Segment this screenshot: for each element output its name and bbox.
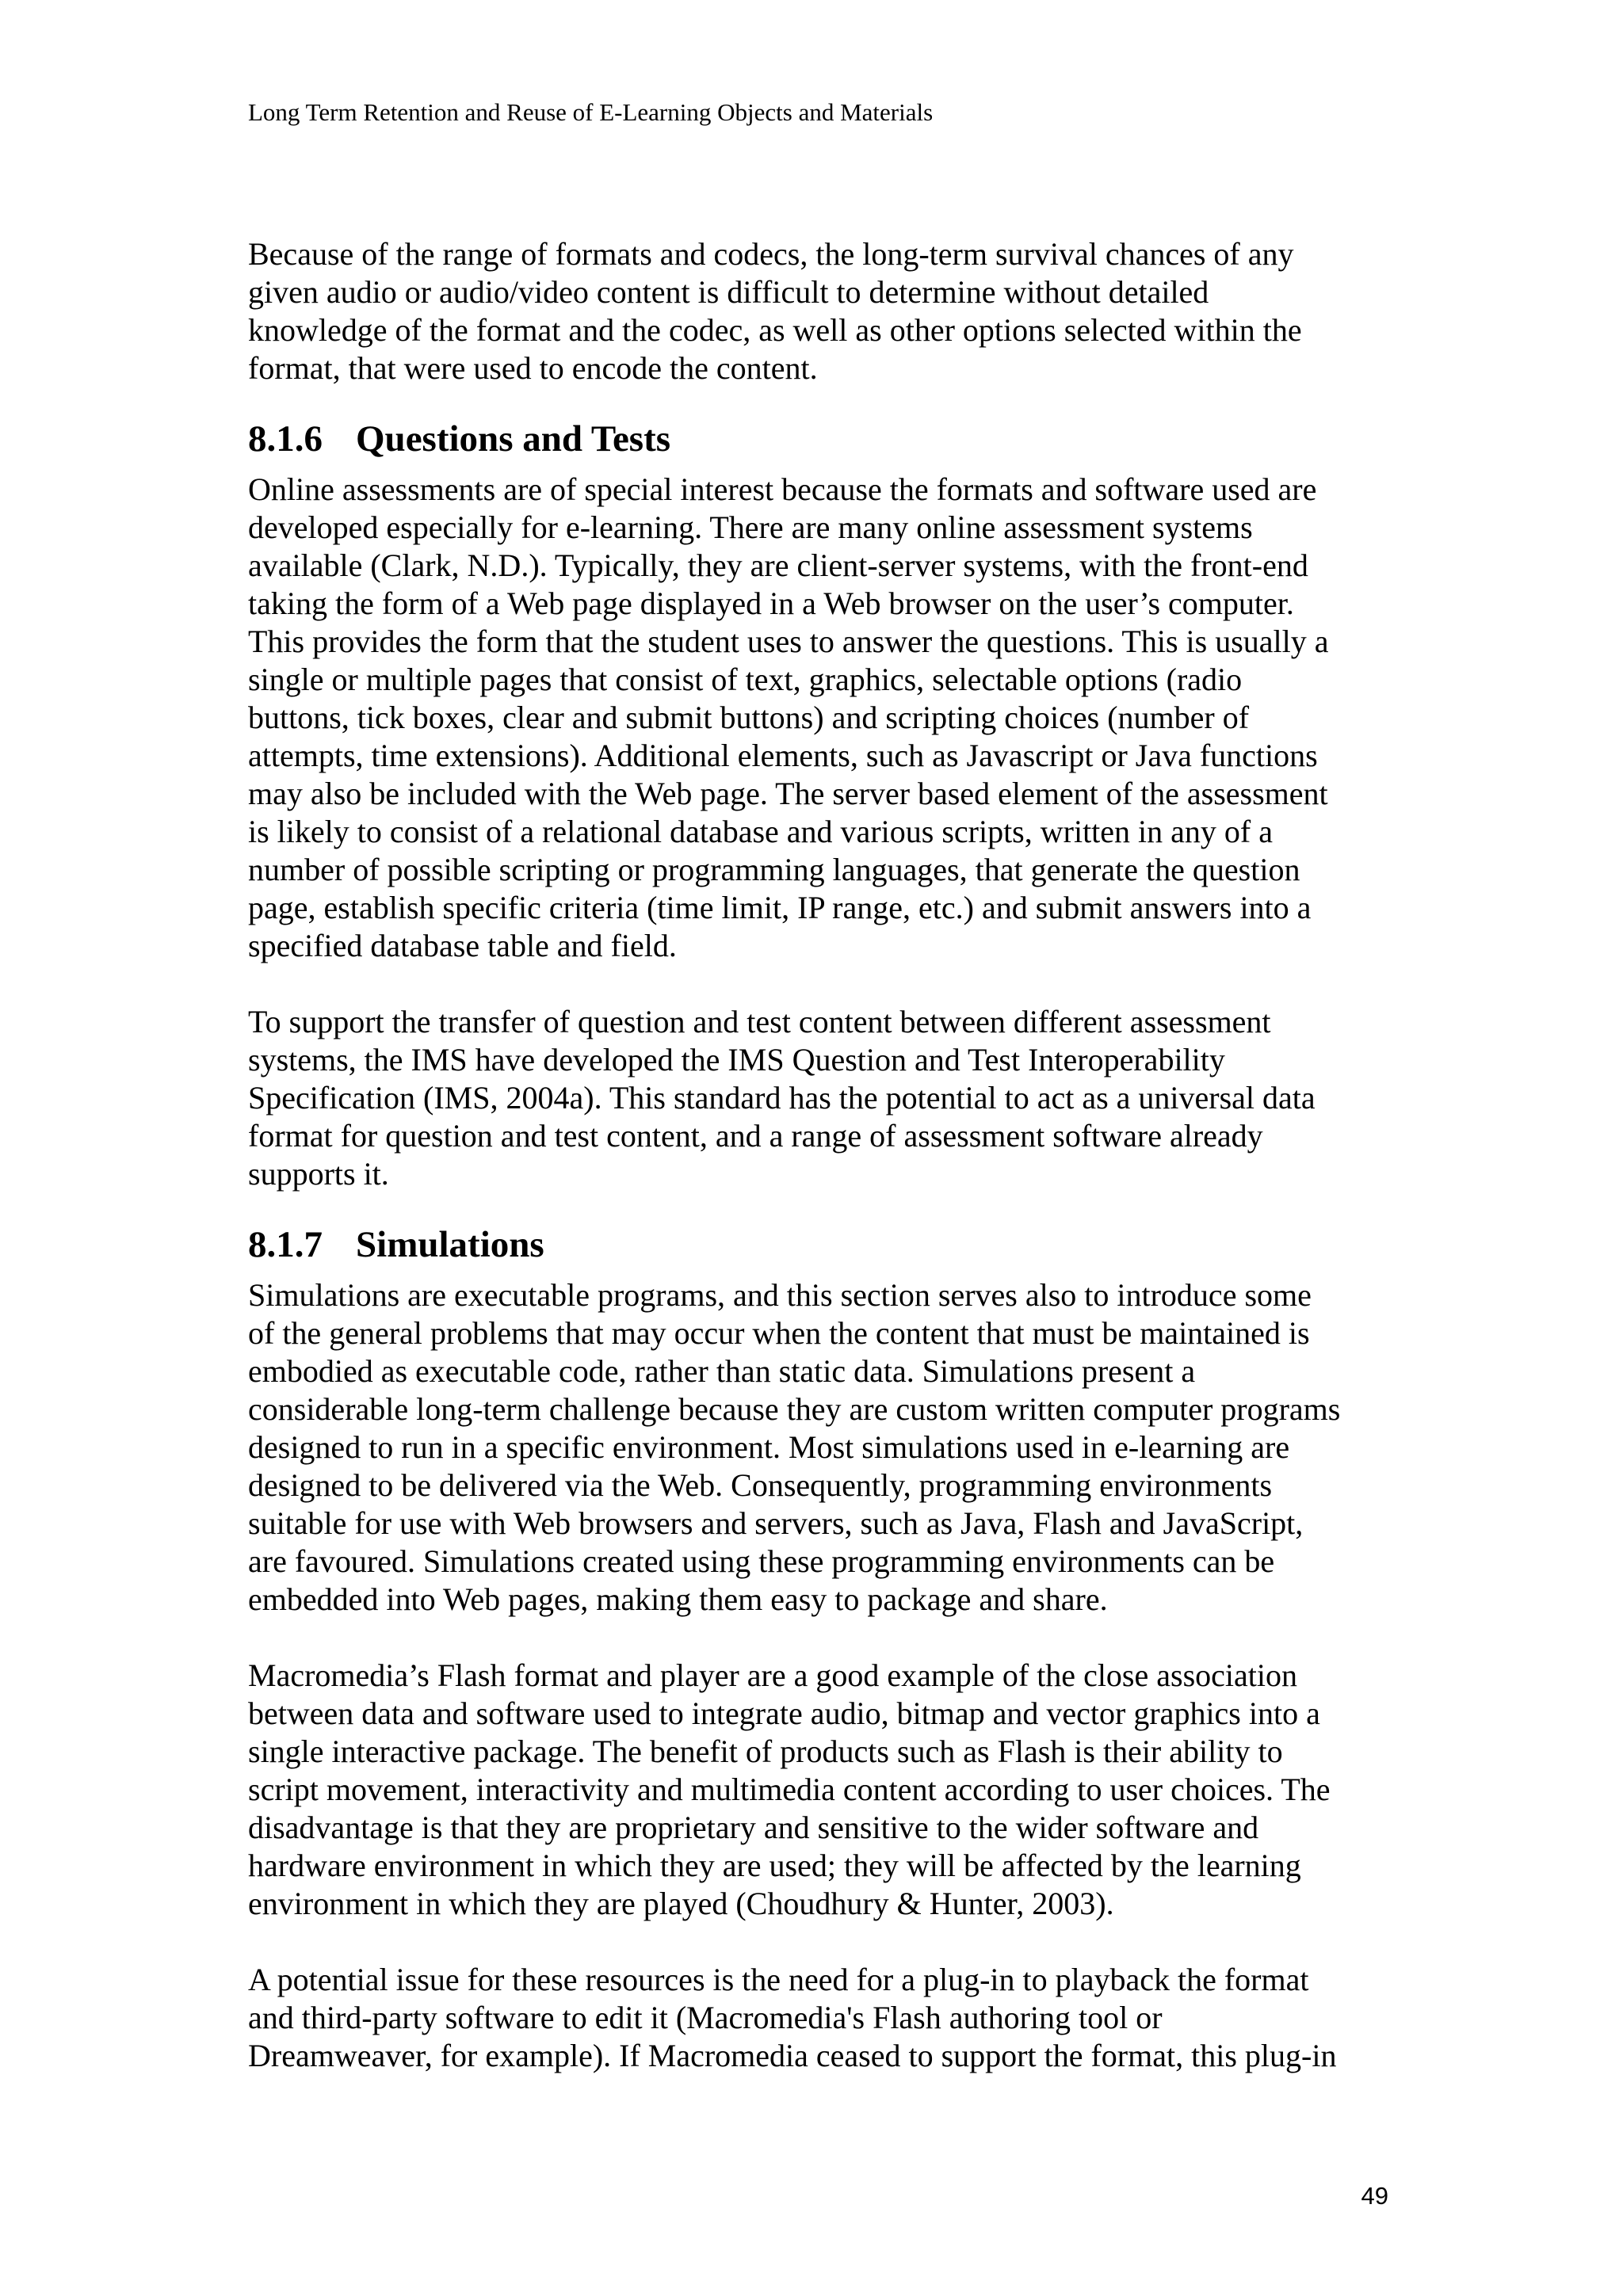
section-heading-questions-tests	[248, 417, 1389, 461]
text-line: specified database table and field.	[248, 928, 677, 963]
section-title: Questions and Tests	[356, 418, 671, 460]
spacer	[248, 1923, 1389, 1961]
text-line: embedded into Web pages, making them easy to package and share.	[248, 1581, 1108, 1617]
text-line: Simulations are executable programs, and this section serves also to introduce some	[248, 1277, 1312, 1313]
spacer	[248, 1193, 1389, 1222]
text-line: script movement, interactivity and multimedia content according to user choices. The	[248, 1772, 1331, 1807]
text-line: supports it.	[248, 1156, 389, 1192]
text-line: suitable for use with Web browsers and servers, such as Java, Flash and JavaScript,	[248, 1505, 1304, 1541]
text-line: buttons, tick boxes, clear and submit buttons) and scripting choices (number of	[248, 700, 1250, 735]
text-line: format, that were used to encode the content.	[248, 350, 818, 386]
text-line: environment in which they are played (Choudhury & Hunter, 2003).	[248, 1886, 1114, 1921]
text-line: knowledge of the format and the codec, as well as other options selected within the	[248, 312, 1302, 348]
text-line: available (Clark, N.D.). Typically, they are client-server systems, with the front-end	[248, 547, 1308, 583]
text-line: designed to run in a specific environment. Most simulations used in e-learning are	[248, 1429, 1290, 1465]
text-line: hardware environment in which they are used; they will be affected by the learning	[248, 1848, 1301, 1883]
paragraph-simulations-2	[248, 1657, 1389, 1923]
paragraph-intro	[248, 235, 1389, 387]
section-number: 8.1.7	[248, 1224, 323, 1265]
spacer	[248, 1619, 1389, 1657]
text-line: between data and software used to integrate audio, bitmap and vector graphics into a	[248, 1695, 1320, 1731]
text-line: Online assessments are of special interest because the formats and software used are	[248, 471, 1317, 507]
text-line: Macromedia’s Flash format and player are a good example of the close association	[248, 1657, 1297, 1693]
text-line: disadvantage is that they are proprietary and sensitive to the wider software and	[248, 1810, 1259, 1845]
text-line: To support the transfer of question and test content between different assessment	[248, 1004, 1271, 1039]
paragraph-questions-tests-2	[248, 1003, 1389, 1193]
running-header: Long Term Retention and Reuse of E-Learning Objects and Materials	[248, 98, 934, 126]
text-line: systems, the IMS have developed the IMS Question and Test Interoperability	[248, 1042, 1225, 1077]
text-line: Dreamweaver, for example). If Macromedia ceased to support the format, this plug-in	[248, 2038, 1337, 2073]
spacer	[248, 461, 1389, 471]
text-line: embodied as executable code, rather than static data. Simulations present a	[248, 1353, 1196, 1389]
text-line: are favoured. Simulations created using these programming environments can be	[248, 1543, 1275, 1579]
text-line: may also be included with the Web page. The server based element of the assessment	[248, 776, 1328, 811]
section-number: 8.1.6	[248, 418, 323, 460]
text-line: number of possible scripting or programming languages, that generate the question	[248, 852, 1300, 887]
text-line: single or multiple pages that consist of text, graphics, selectable options (radio	[248, 662, 1243, 697]
text-line: attempts, time extensions). Additional elements, such as Javascript or Java functions	[248, 738, 1318, 773]
text-line: A potential issue for these resources is the need for a plug-in to playback the format	[248, 1962, 1309, 1997]
section-heading-simulations	[248, 1222, 1389, 1267]
paragraph-simulations-3	[248, 1961, 1389, 2075]
text-line: single interactive package. The benefit of products such as Flash is their ability to	[248, 1733, 1283, 1769]
page-body	[248, 235, 1389, 2075]
text-line: and third-party software to edit it (Macromedia's Flash authoring tool or	[248, 2000, 1163, 2035]
text-line: Specification (IMS, 2004a). This standard has the potential to act as a universal data	[248, 1080, 1316, 1116]
text-line: taking the form of a Web page displayed in a Web browser on the user’s computer.	[248, 585, 1294, 621]
text-line: developed especially for e-learning. There are many online assessment systems	[248, 509, 1253, 545]
paragraph-questions-tests-1	[248, 471, 1389, 965]
text-line: is likely to consist of a relational database and various scripts, written in any of a	[248, 814, 1273, 849]
text-line: designed to be delivered via the Web. Consequently, programming environments	[248, 1467, 1273, 1503]
paragraph-simulations-1	[248, 1276, 1389, 1619]
spacer	[248, 965, 1389, 1003]
text-line: Because of the range of formats and codecs, the long-term survival chances of any	[248, 236, 1294, 272]
text-line: This provides the form that the student uses to answer the questions. This is usually a	[248, 624, 1329, 659]
text-line: page, establish specific criteria (time limit, IP range, etc.) and submit answers into a	[248, 890, 1312, 925]
spacer	[248, 387, 1389, 417]
text-line: given audio or audio/video content is difficult to determine without detailed	[248, 274, 1209, 310]
page-number: 49	[1361, 2182, 1388, 2210]
text-line: considerable long-term challenge because they are custom written computer programs	[248, 1391, 1341, 1427]
text-line: of the general problems that may occur when the content that must be maintained is	[248, 1315, 1310, 1351]
text-line: format for question and test content, and a range of assessment software already	[248, 1118, 1263, 1154]
spacer	[248, 1267, 1389, 1276]
section-title: Simulations	[356, 1224, 544, 1265]
